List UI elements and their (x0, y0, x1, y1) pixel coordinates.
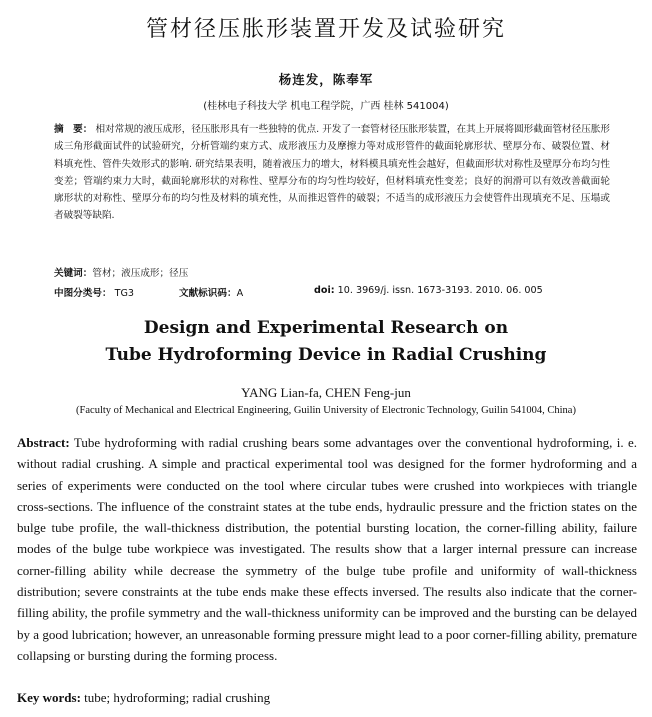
english-title (0, 315, 652, 369)
chinese-affiliation: (桂林电子科技大学 机电工程学院，广西 桂林 541004) (203, 101, 449, 112)
chinese-authors: 杨连发，陈奉军 (278, 72, 374, 87)
english-keywords-label: Key words: (17, 690, 81, 705)
doi-value: 10. 3969/j. issn. 1673-3193. 2010. 06. 005 (337, 285, 543, 296)
english-title-line1: Design and Experimental Research on (143, 318, 509, 338)
english-title-line2: Tube Hydroforming Device in Radial Crushing (105, 345, 547, 365)
chinese-abstract (54, 121, 610, 225)
doc-code-field (179, 285, 243, 299)
english-keywords (17, 690, 637, 706)
english-abstract (17, 432, 637, 666)
english-authors: YANG Lian-fa, CHEN Feng-jun (241, 385, 411, 400)
doi-field (314, 285, 543, 296)
chinese-title: 管材径压胀形装置开发及试验研究 (145, 17, 506, 42)
chinese-keywords-label: 关键词： (54, 268, 93, 279)
clc-field (54, 285, 134, 299)
english-keywords-text: tube; hydroforming; radial crushing (84, 690, 271, 705)
doc-code-label: 文献标识码： (179, 288, 237, 299)
english-affiliation: (Faculty of Mechanical and Electrical Engineering, Guilin University of Electronic Technology, Guilin 541004, China) (76, 405, 576, 416)
doi-label: doi: (314, 285, 335, 296)
english-abstract-text: Tube hydroforming with radial crushing bears some advantages over the conventional hydroforming, i. e. without radial crushing. A simple and practical experimental tool was designed for the former hydroforming and a series of experiments were conducted on the tool where circular tubes were crushed into workpieces with triangle cross-sections. The influence of the constraint states at the tube ends, hydraulic pressure and the friction states on the bulge tube profile, the wall-thickness distribution, the potential bursting location, the corner-filling ability, failure modes of the bulge tube workpiece was investigated. The results show that a larger internal pressure can increase corner-filling ability while decrease the symmetry of the bulge tube profile and uniformity of wall-thickness distribution; severe constraints at the tube ends make these effects inversed. The results also indicate that the corner-filling ability, the profile symmetry and the wall-thickness uniformity can be improved and the bursting can be delayed by a good lubrication; however, an unreasonable forming pressure might lead to a poor corner-filling ability, premature collapsing or bursting during the forming process. (17, 435, 638, 663)
chinese-abstract-text: 相对常规的液压成形，径压胀形具有一些独特的优点. 开发了一套管材径压胀形装置，在其上开展将圆形截面管材径压胀形成三角形截面试件的试验研究，分析管端约束方式、成形液压力及摩擦力等对成形管件的截面轮廓形状、壁厚分布、破裂位置、材料填充性、管件失效形式的影响. 研究结果表明，随着液压力的增大，材料模具填充性会越好，但截面形状对称性及壁厚分布均匀性变差；管端约束力大时，截面轮廓形状的对称性、壁厚分布的均匀性均较好，但材料填充性变差；良好的润滑可以有效改善截面轮廓形状的对称性、壁厚分布的均匀性及材料的填充性，从而推迟管件的破裂；不适当的成形液压力会使管件出现填充不足、压塌或者破裂等缺陷. (54, 124, 611, 222)
doc-code-value: A (236, 288, 244, 299)
chinese-keywords (54, 265, 610, 279)
chinese-abstract-label: 摘 要： (54, 124, 93, 135)
chinese-keywords-text: 管材；液压成形；径压 (92, 268, 189, 279)
english-abstract-label: Abstract: (17, 435, 70, 450)
clc-label: 中图分类号： (54, 288, 112, 299)
clc-value: TG3 (114, 288, 135, 299)
